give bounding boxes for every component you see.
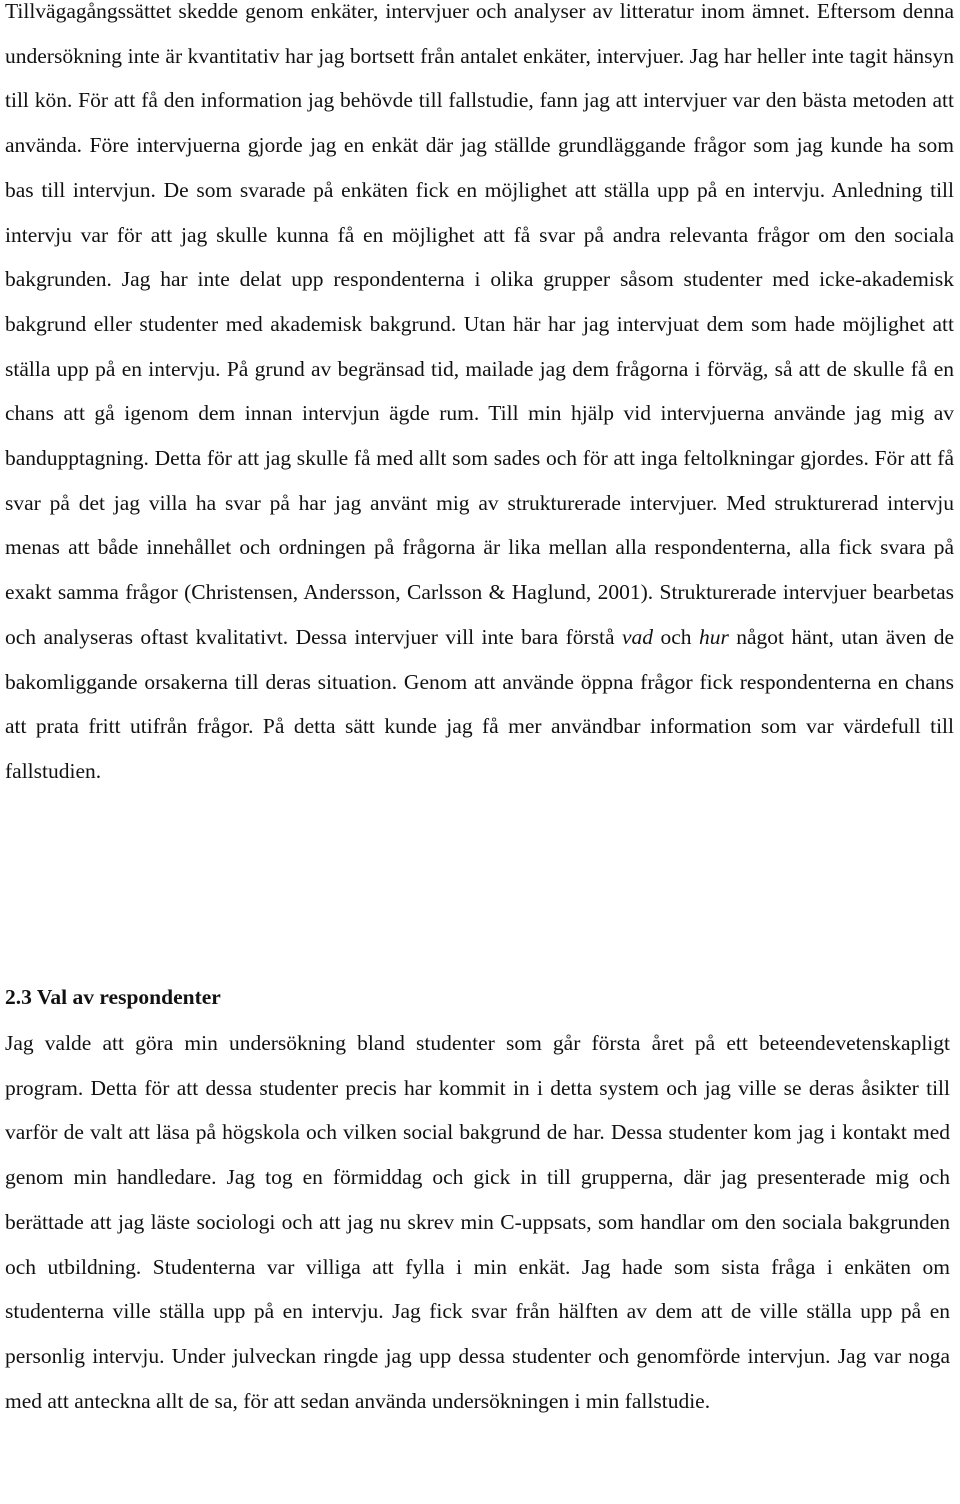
- paragraph-text: något hänt, utan även de bakomliggande orsakerna till deras situation. Genom att använde öppna frågor fick respondenterna en chans att prata fritt utifrån frågor. På detta sätt kunde jag få mer användbar information som var värdefull till fallstudien.: [5, 624, 955, 783]
- paragraph-text: och: [660, 624, 692, 649]
- section-heading: 2.3 Val av respondenter: [5, 985, 221, 1009]
- italic-word-vad: vad: [621, 624, 654, 649]
- italic-word-hur: hur: [698, 624, 729, 649]
- respondents-paragraph: Jag valde att göra min undersökning bland studenter som går första året på ett beteendevetenskapligt program. Detta för att dessa studenter precis har kommit in i detta system och jag ville se deras åsikter till varför de valt att läsa på högskola och vilken social bakgrund de har. Dessa studenter kom jag i kontakt med genom min handledare. Jag tog en förmiddag och gick in till grupperna, där jag presenterade mig och berättade att jag läste sociologi och att jag nu skrev min C-uppsats, som handlar om den sociala bakgrunden och utbildning. Studenterna var villiga att fylla i min enkät. Jag hade som sista fråga i enkäten om studenterna ville ställa upp på en intervju. Jag fick svar från hälften av dem att de ville ställa upp på en personlig intervju. Under julveckan ringde jag upp dessa studenter och genomförde intervjun. Jag var noga med att anteckna allt de sa, för att sedan använda undersökningen i min fallstudie.: [5, 1031, 950, 1413]
- paragraph-text: Tillvägagångssättet skedde genom enkäter, intervjuer och analyser av litteratur inom ämnet. Eftersom denna undersökning inte är kvantitativ har jag bortsett från antalet enkäter, intervjuer. Jag har heller inte tagit hänsyn till kön. För att få den information jag behövde till fallstudie, fann jag att intervjuer var den bästa metoden att använda. Före intervjuerna gjorde jag en enkät där jag ställde grundläggande frågor som jag kunde ha som bas till intervjun. De som svarade på enkäten fick en möjlighet att ställa upp på en intervju. Anledning till intervju var för att jag skulle kunna få en möjlighet att få svar på andra relevanta frågor om den sociala bakgrunden. Jag har inte delat upp respondenterna i olika grupper såsom studenter med icke-akademisk bakgrund eller studenter med akademisk bakgrund. Utan här har jag intervjuat dem som hade möjlighet att ställa upp på en intervju. På grund av begränsad tid, mailade jag dem frågorna i förväg, så att de skulle få en chans att gå igenom dem innan intervjun ägde rum. Till min hjälp vid intervjuerna använde jag mig av bandupptagning. Detta för att jag skulle få med allt som sades och för att inga feltolkningar gjordes. För att få svar på det jag villa ha svar på har jag använt mig av strukturerade intervjuer. Med strukturerad intervju menas att både innehållet och ordningen på frågorna är lika mellan alla respondenterna, alla fick svara på exakt samma frågor (Christensen, Andersson, Carlsson & Haglund, 2001). Strukturerade intervjuer bearbetas och analyseras oftast kvalitativt. Dessa intervjuer vill inte bara förstå: [5, 0, 954, 649]
- methodology-paragraph: [5, 0, 954, 794]
